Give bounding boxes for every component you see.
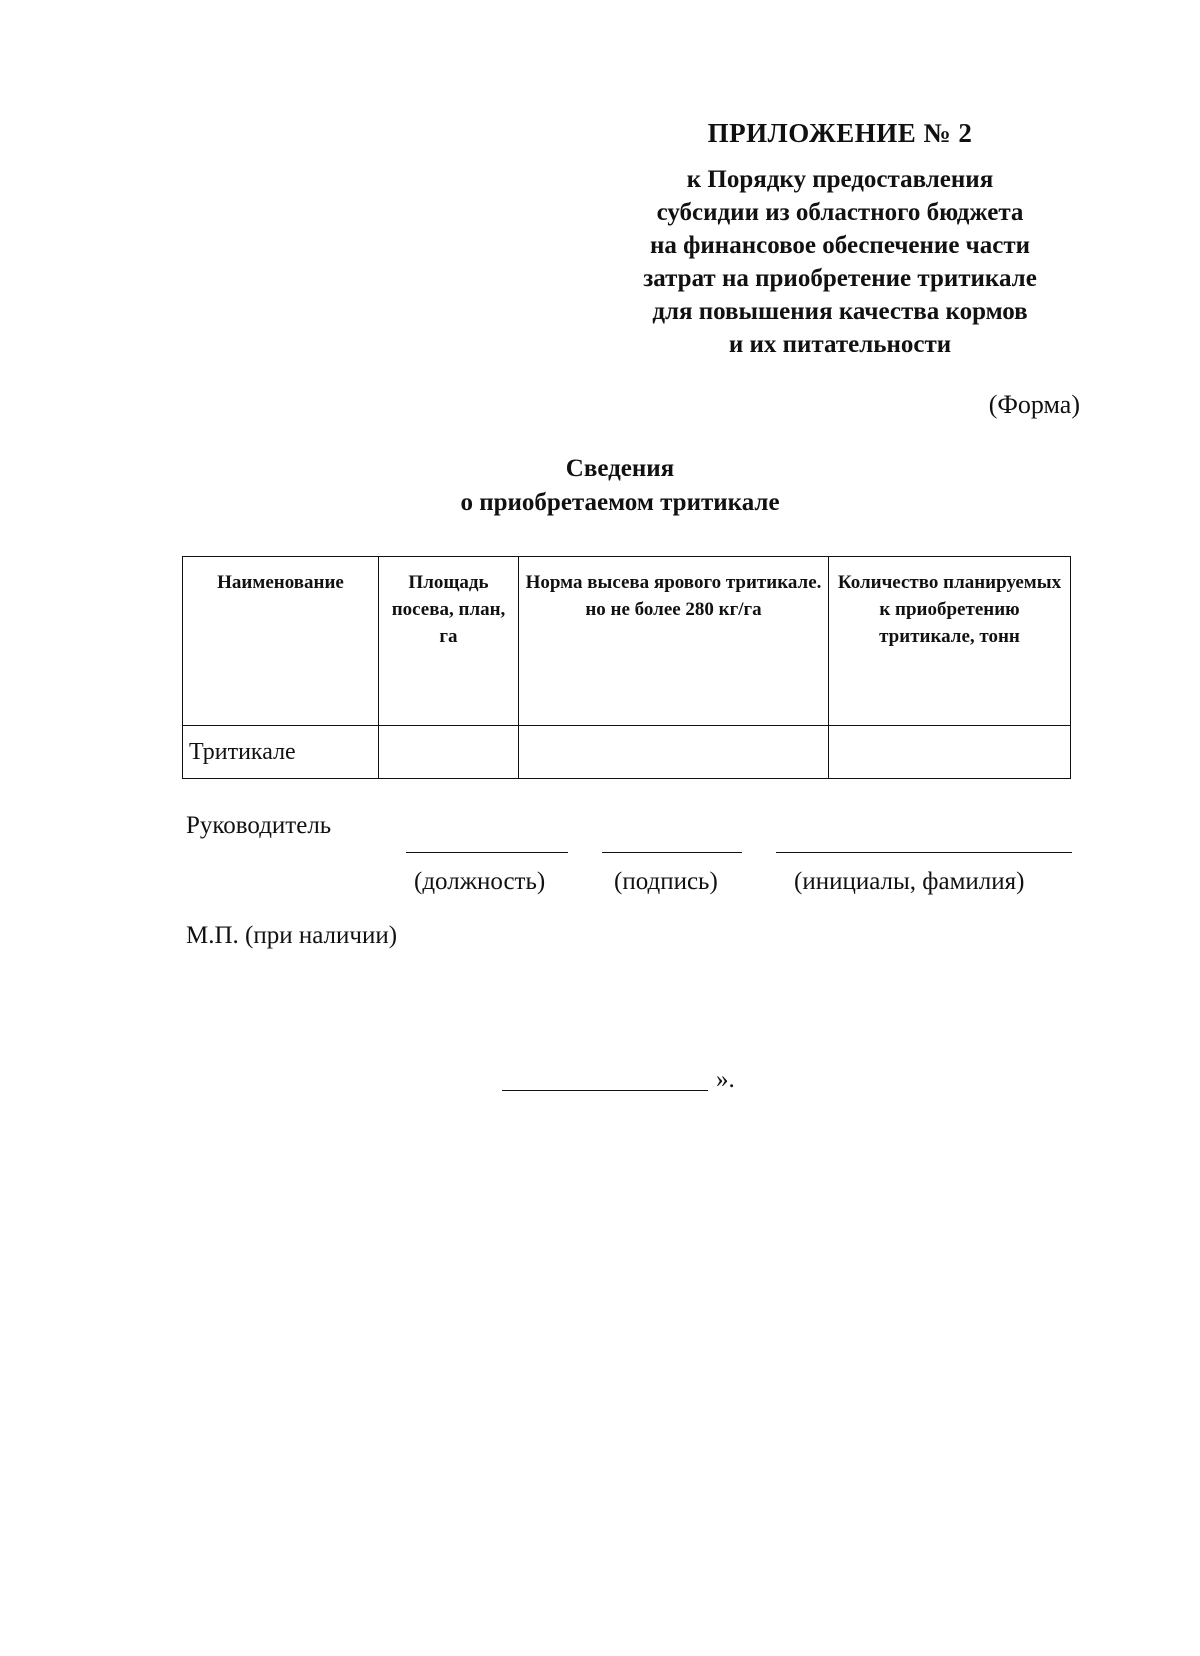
document-heading xyxy=(340,452,900,520)
closing-line xyxy=(502,1090,708,1091)
appendix-title: ПРИЛОЖЕНИЕ № 2 xyxy=(707,118,973,148)
position-line xyxy=(406,852,568,853)
cell-name: Тритикале xyxy=(183,726,379,779)
header-seeding-rate: Норма высева ярового тритикале. но не более 280 кг/га xyxy=(519,557,829,726)
head-label: Руководитель xyxy=(186,812,332,839)
appendix-line: и их питательности xyxy=(728,331,952,358)
cell-area xyxy=(379,726,519,779)
appendix-line: для повышения качества кормов xyxy=(652,298,1028,325)
closing-mark: ». xyxy=(716,1066,735,1093)
position-caption: (должность) xyxy=(414,868,546,895)
appendix-line: затрат на приобретение тритикале xyxy=(643,265,1037,292)
info-table xyxy=(182,556,1071,779)
appendix-line: на финансовое обеспечение части xyxy=(649,232,1031,259)
cell-quantity xyxy=(829,726,1071,779)
header-quantity: Количество планируемых к приобретению тритикале, тонн xyxy=(829,557,1071,726)
appendix-line: субсидии из областного бюджета xyxy=(656,199,1024,226)
signature-line xyxy=(602,852,742,853)
form-label: (Форма) xyxy=(988,390,1080,419)
header-area: Площадь посева, план, га xyxy=(379,557,519,726)
cell-seeding-rate xyxy=(519,726,829,779)
name-line xyxy=(776,852,1072,853)
heading-line-2: о приобретаемом тритикале xyxy=(460,489,780,516)
table-header-row xyxy=(183,557,1071,726)
name-caption: (инициалы, фамилия) xyxy=(794,868,1025,895)
appendix-block xyxy=(600,118,1080,361)
table-row xyxy=(183,726,1071,779)
appendix-line: к Порядку предоставления xyxy=(686,166,994,193)
signature-caption: (подпись) xyxy=(614,868,718,895)
seal-label: М.П. (при наличии) xyxy=(186,922,398,949)
heading-line-1: Сведения xyxy=(565,455,675,482)
header-name: Наименование xyxy=(183,557,379,726)
